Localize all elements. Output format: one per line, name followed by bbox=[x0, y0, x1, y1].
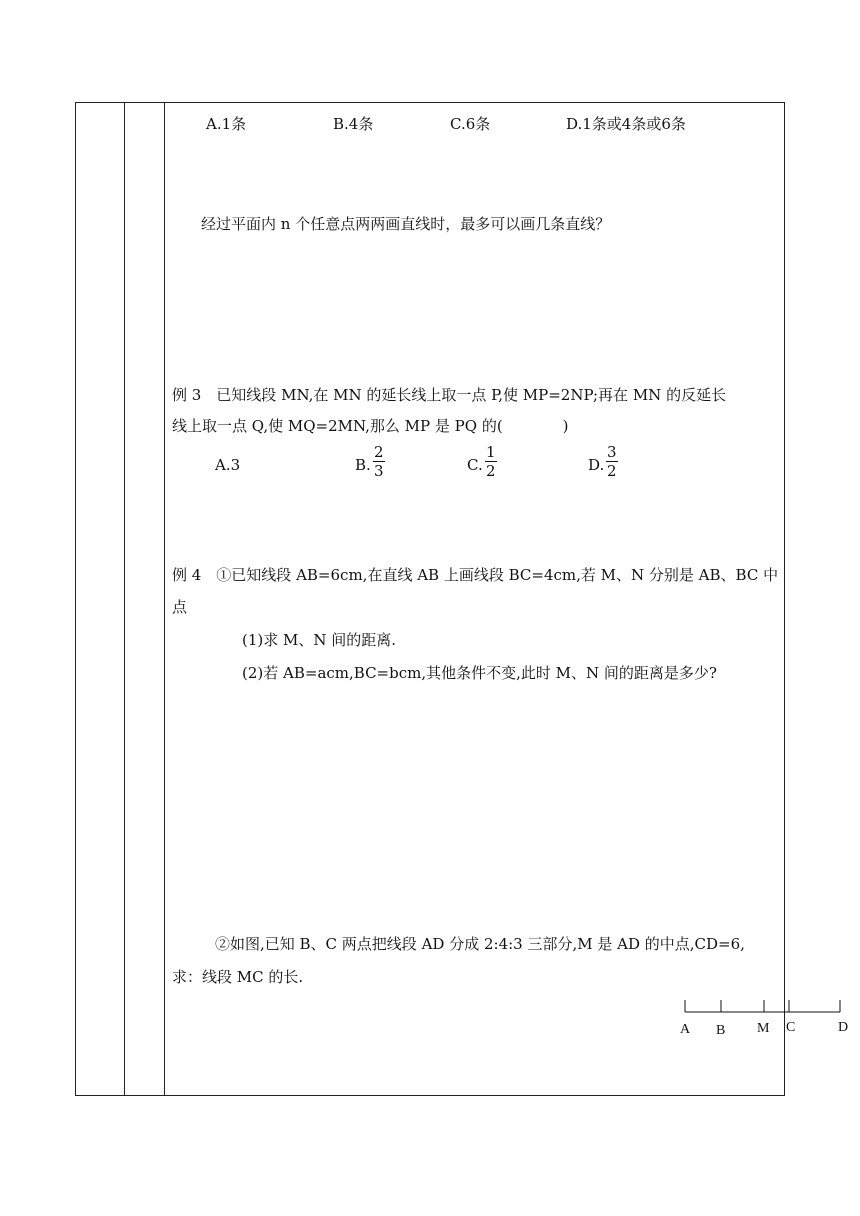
example4-part2-line2: 求：线段 MC 的长. bbox=[172, 968, 304, 986]
example4-sub2: (2)若 AB=acm,BC=bcm,其他条件不变,此时 M、N 间的距离是多少? bbox=[242, 664, 717, 682]
label-d: D bbox=[838, 1020, 849, 1035]
fraction-numerator: 3 bbox=[607, 443, 617, 461]
example3-option-a: A.3 bbox=[215, 456, 241, 474]
example3-option-b-label: B. bbox=[355, 456, 371, 474]
example3-line2: 线上取一点 Q,使 MQ=2MN,那么 MP 是 PQ 的( ) bbox=[172, 417, 569, 435]
label-c: C bbox=[786, 1020, 796, 1035]
option-b: B.4条 bbox=[333, 115, 374, 133]
example3-option-c-label: C. bbox=[467, 456, 483, 474]
example3-option-d-fraction bbox=[606, 444, 618, 479]
option-c: C.6条 bbox=[450, 115, 491, 133]
example4-sub1: (1)求 M、N 间的距离. bbox=[242, 631, 397, 649]
label-a: A bbox=[680, 1022, 691, 1037]
option-a: A.1条 bbox=[206, 115, 247, 133]
label-b: B bbox=[716, 1023, 726, 1038]
segment-figure bbox=[670, 992, 860, 1042]
column-divider-2 bbox=[164, 102, 165, 1096]
example3-option-d-label: D. bbox=[588, 456, 605, 474]
fraction-numerator: 1 bbox=[486, 443, 496, 461]
fraction-numerator: 2 bbox=[374, 443, 384, 461]
fraction-denominator: 2 bbox=[607, 462, 617, 480]
example3-option-b-fraction bbox=[373, 444, 385, 479]
fraction-denominator: 2 bbox=[486, 462, 496, 480]
question-lines-text: 经过平面内 n 个任意点两两画直线时，最多可以画几条直线？ bbox=[201, 215, 611, 233]
example3-option-c-fraction bbox=[485, 444, 497, 479]
label-m: M bbox=[757, 1021, 770, 1036]
example4-line1: 例 4 ①已知线段 AB=6cm,在直线 AB 上画线段 BC=4cm,若 M、N 分别是 AB、BC 中 bbox=[172, 566, 779, 584]
fraction-denominator: 3 bbox=[374, 462, 384, 480]
option-d: D.1条或4条或6条 bbox=[566, 115, 686, 133]
example4-line2: 点 bbox=[172, 598, 188, 616]
example3-line1: 例 3 已知线段 MN,在 MN 的延长线上取一点 P,使 MP=2NP;再在 MN 的反延长 bbox=[172, 386, 727, 404]
column-divider-1 bbox=[124, 102, 125, 1096]
example4-part2-line1: ②如图,已知 B、C 两点把线段 AD 分成 2:4:3 三部分,M 是 AD 的中点,CD=6, bbox=[215, 935, 745, 953]
